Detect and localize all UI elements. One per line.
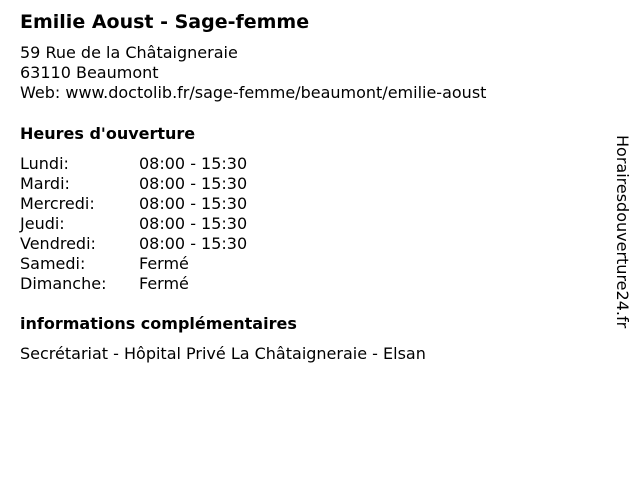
address-street: 59 Rue de la Châtaigneraie — [20, 43, 238, 62]
page-title: Emilie Aoust - Sage-femme — [20, 11, 310, 33]
hours-row-wednesday — [20, 194, 320, 214]
address-web: Web: www.doctolib.fr/sage-femme/beaumont/emilie-aoust — [20, 83, 487, 102]
hours-row-thursday — [20, 214, 320, 234]
address-city: 63110 Beaumont — [20, 63, 159, 82]
hours-row-tuesday — [20, 174, 320, 194]
info-heading: informations complémentaires — [20, 314, 297, 333]
info-text: Secrétariat - Hôpital Privé La Châtaigneraie - Elsan — [20, 344, 426, 363]
hours-day: Vendredi: — [20, 234, 96, 253]
hours-time: 08:00 - 15:30 — [139, 154, 248, 173]
hours-row-saturday — [20, 254, 320, 274]
hours-time: 08:00 - 15:30 — [139, 194, 248, 213]
hours-time: Fermé — [139, 254, 189, 273]
hours-time: 08:00 - 15:30 — [139, 214, 248, 233]
hours-day: Samedi: — [20, 254, 86, 273]
hours-day: Jeudi: — [20, 214, 65, 233]
address-block — [20, 43, 486, 103]
hours-heading: Heures d'ouverture — [20, 124, 196, 143]
hours-day: Mercredi: — [20, 194, 95, 213]
hours-row-friday — [20, 234, 320, 254]
hours-row-monday — [20, 154, 320, 174]
hours-time: 08:00 - 15:30 — [139, 174, 248, 193]
hours-day: Mardi: — [20, 174, 70, 193]
hours-day: Lundi: — [20, 154, 69, 173]
site-watermark: Horairesdouverture24.fr — [613, 135, 632, 329]
hours-time: Fermé — [139, 274, 189, 293]
hours-day: Dimanche: — [20, 274, 107, 293]
hours-time: 08:00 - 15:30 — [139, 234, 248, 253]
hours-table — [20, 154, 320, 294]
hours-row-sunday — [20, 274, 320, 294]
